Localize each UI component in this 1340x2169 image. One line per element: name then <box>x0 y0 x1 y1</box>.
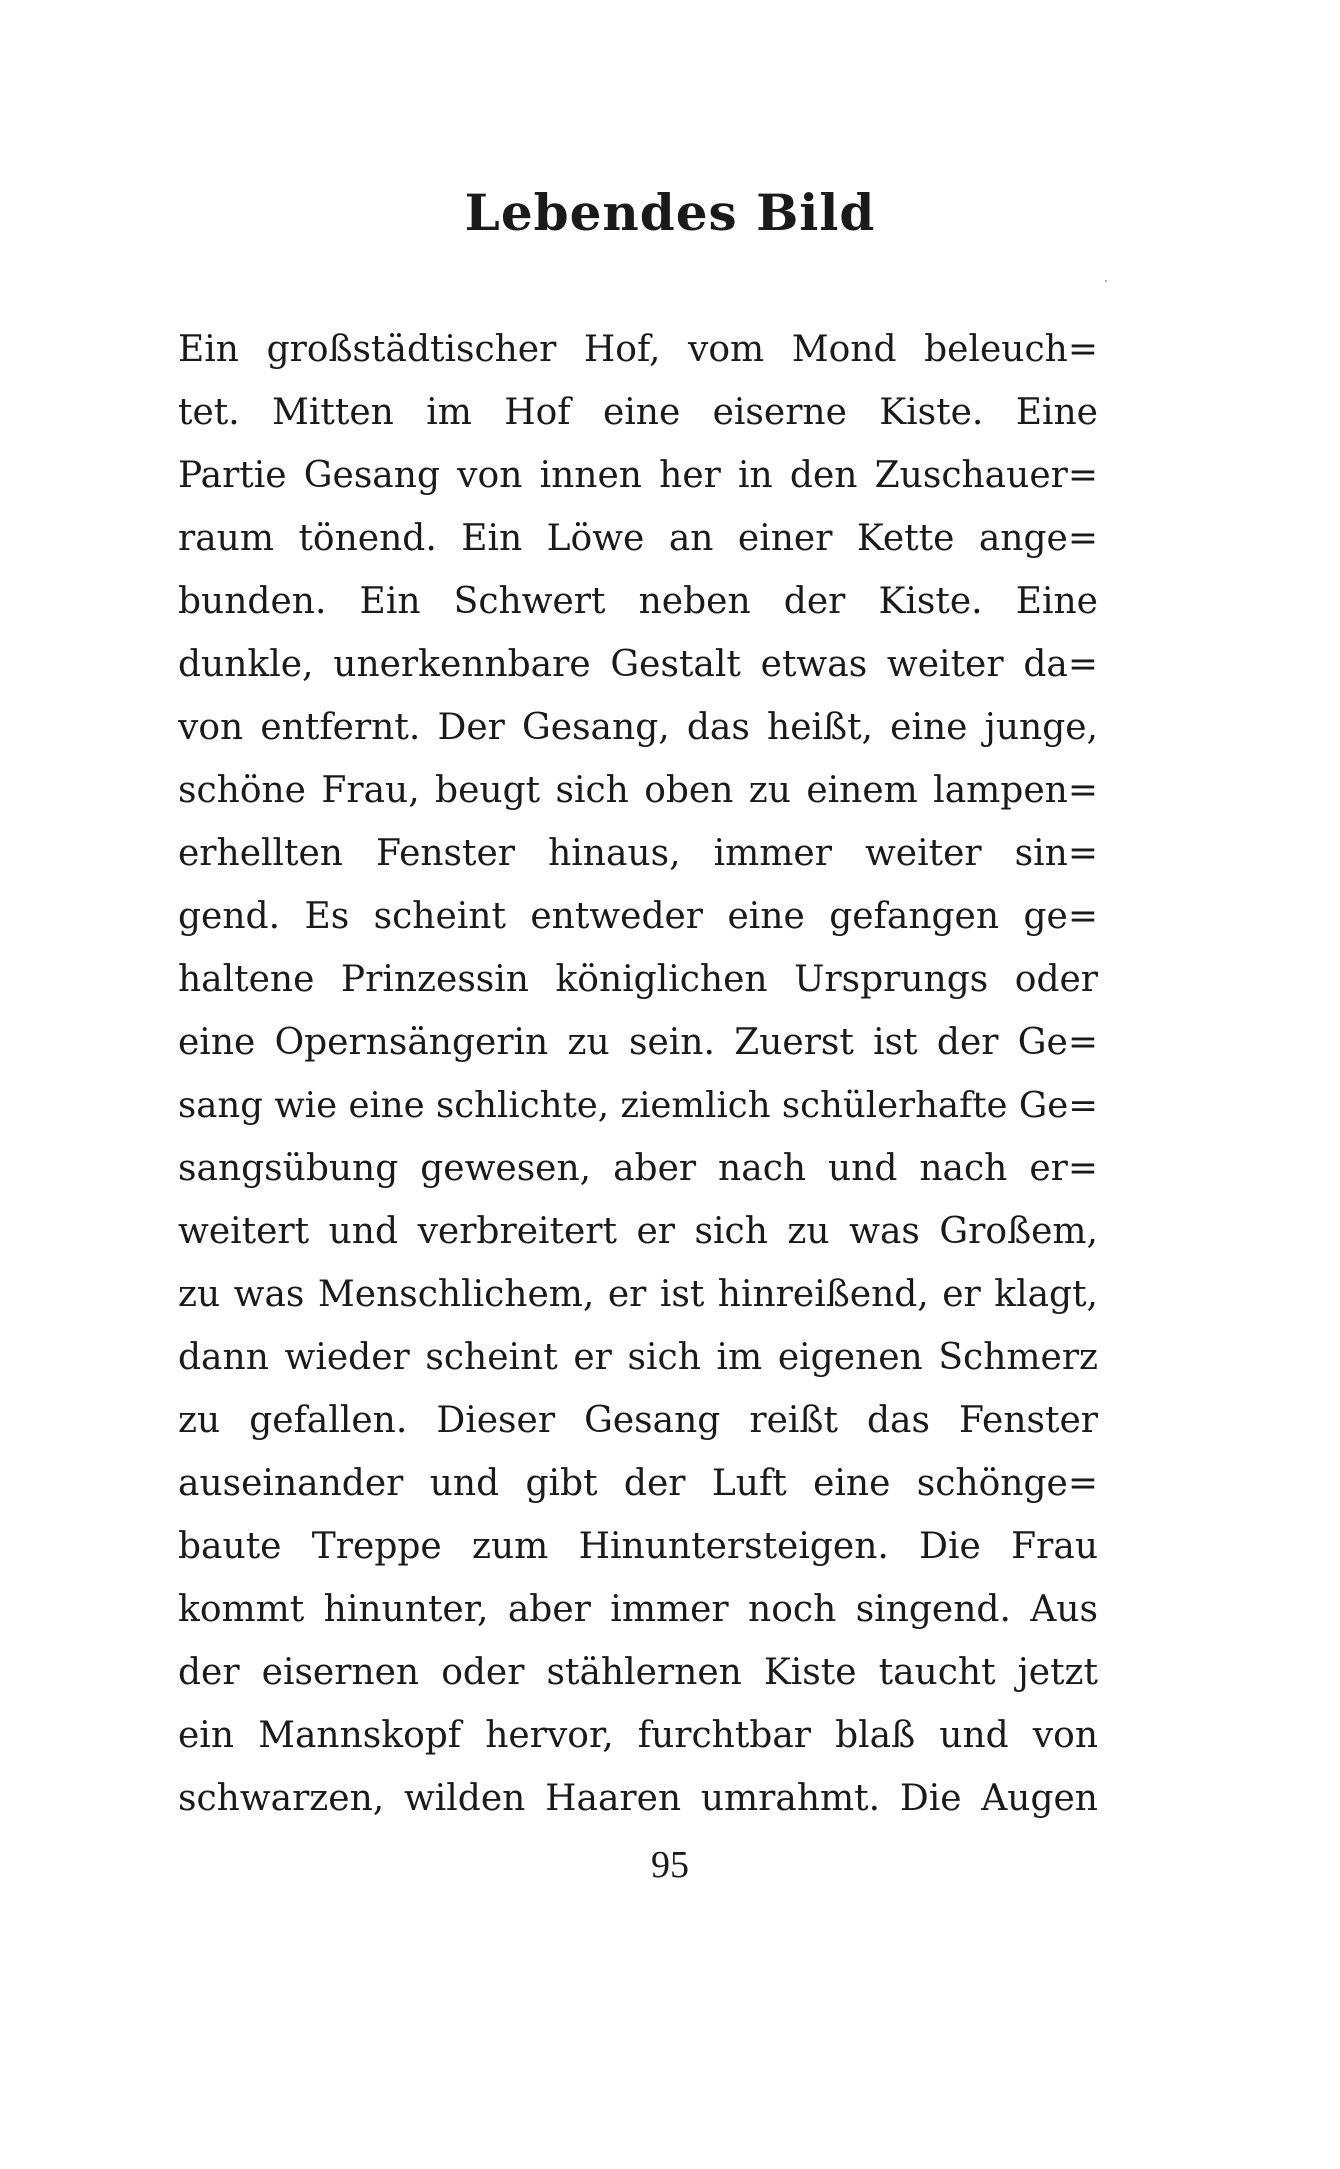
text-line: zu was Menschlichem, er ist hinreißend, er klagt, <box>178 1274 1098 1315</box>
text-line: dann wieder scheint er sich im eigenen Schmerz <box>178 1337 1098 1378</box>
text-line: eine Opernsängerin zu sein. Zuerst ist der Ge= <box>178 1022 1098 1063</box>
text-line: erhellten Fenster hinaus, immer weiter sin= <box>178 833 1098 874</box>
text-line: tet. Mitten im Hof eine eiserne Kiste. Eine <box>178 392 1098 433</box>
text-line: der eisernen oder stählernen Kiste taucht jetzt <box>178 1652 1098 1693</box>
text-line: sangsübung gewesen, aber nach und nach er= <box>178 1148 1098 1189</box>
text-line: schöne Frau, beugt sich oben zu einem lampen= <box>178 770 1098 811</box>
text-line: haltene Prinzessin königlichen Ursprungs oder <box>178 959 1098 1000</box>
text-line: kommt hinunter, aber immer noch singend. Aus <box>178 1589 1098 1630</box>
text-line: ein Mannskopf hervor, furchtbar blaß und von <box>178 1715 1098 1756</box>
text-line: auseinander und gibt der Luft eine schönge= <box>178 1463 1098 1504</box>
paper-speck <box>1105 280 1107 282</box>
text-line: gend. Es scheint entweder eine gefangen ge= <box>178 896 1098 937</box>
text-line: sang wie eine schlichte, ziemlich schülerhafte Ge= <box>178 1085 1098 1126</box>
page-number: 95 <box>651 1844 689 1886</box>
text-line: schwarzen, wilden Haaren umrahmt. Die Augen <box>178 1778 1098 1819</box>
text-line: von entfernt. Der Gesang, das heißt, eine junge, <box>178 707 1098 748</box>
chapter-title: Lebendes Bild <box>464 183 876 242</box>
text-line: raum tönend. Ein Löwe an einer Kette ange= <box>178 518 1098 559</box>
text-line: weitert und verbreitert er sich zu was Großem, <box>178 1211 1098 1252</box>
text-line: zu gefallen. Dieser Gesang reißt das Fenster <box>178 1400 1098 1441</box>
text-line: dunkle, unerkennbare Gestalt etwas weiter da= <box>178 644 1098 685</box>
text-line: Partie Gesang von innen her in den Zuschauer= <box>178 455 1098 496</box>
text-line: baute Treppe zum Hinuntersteigen. Die Frau <box>178 1526 1098 1567</box>
body-text <box>178 318 1098 1830</box>
text-line: Ein großstädtischer Hof, vom Mond beleuch= <box>178 329 1098 370</box>
text-line: bunden. Ein Schwert neben der Kiste. Eine <box>178 581 1098 622</box>
